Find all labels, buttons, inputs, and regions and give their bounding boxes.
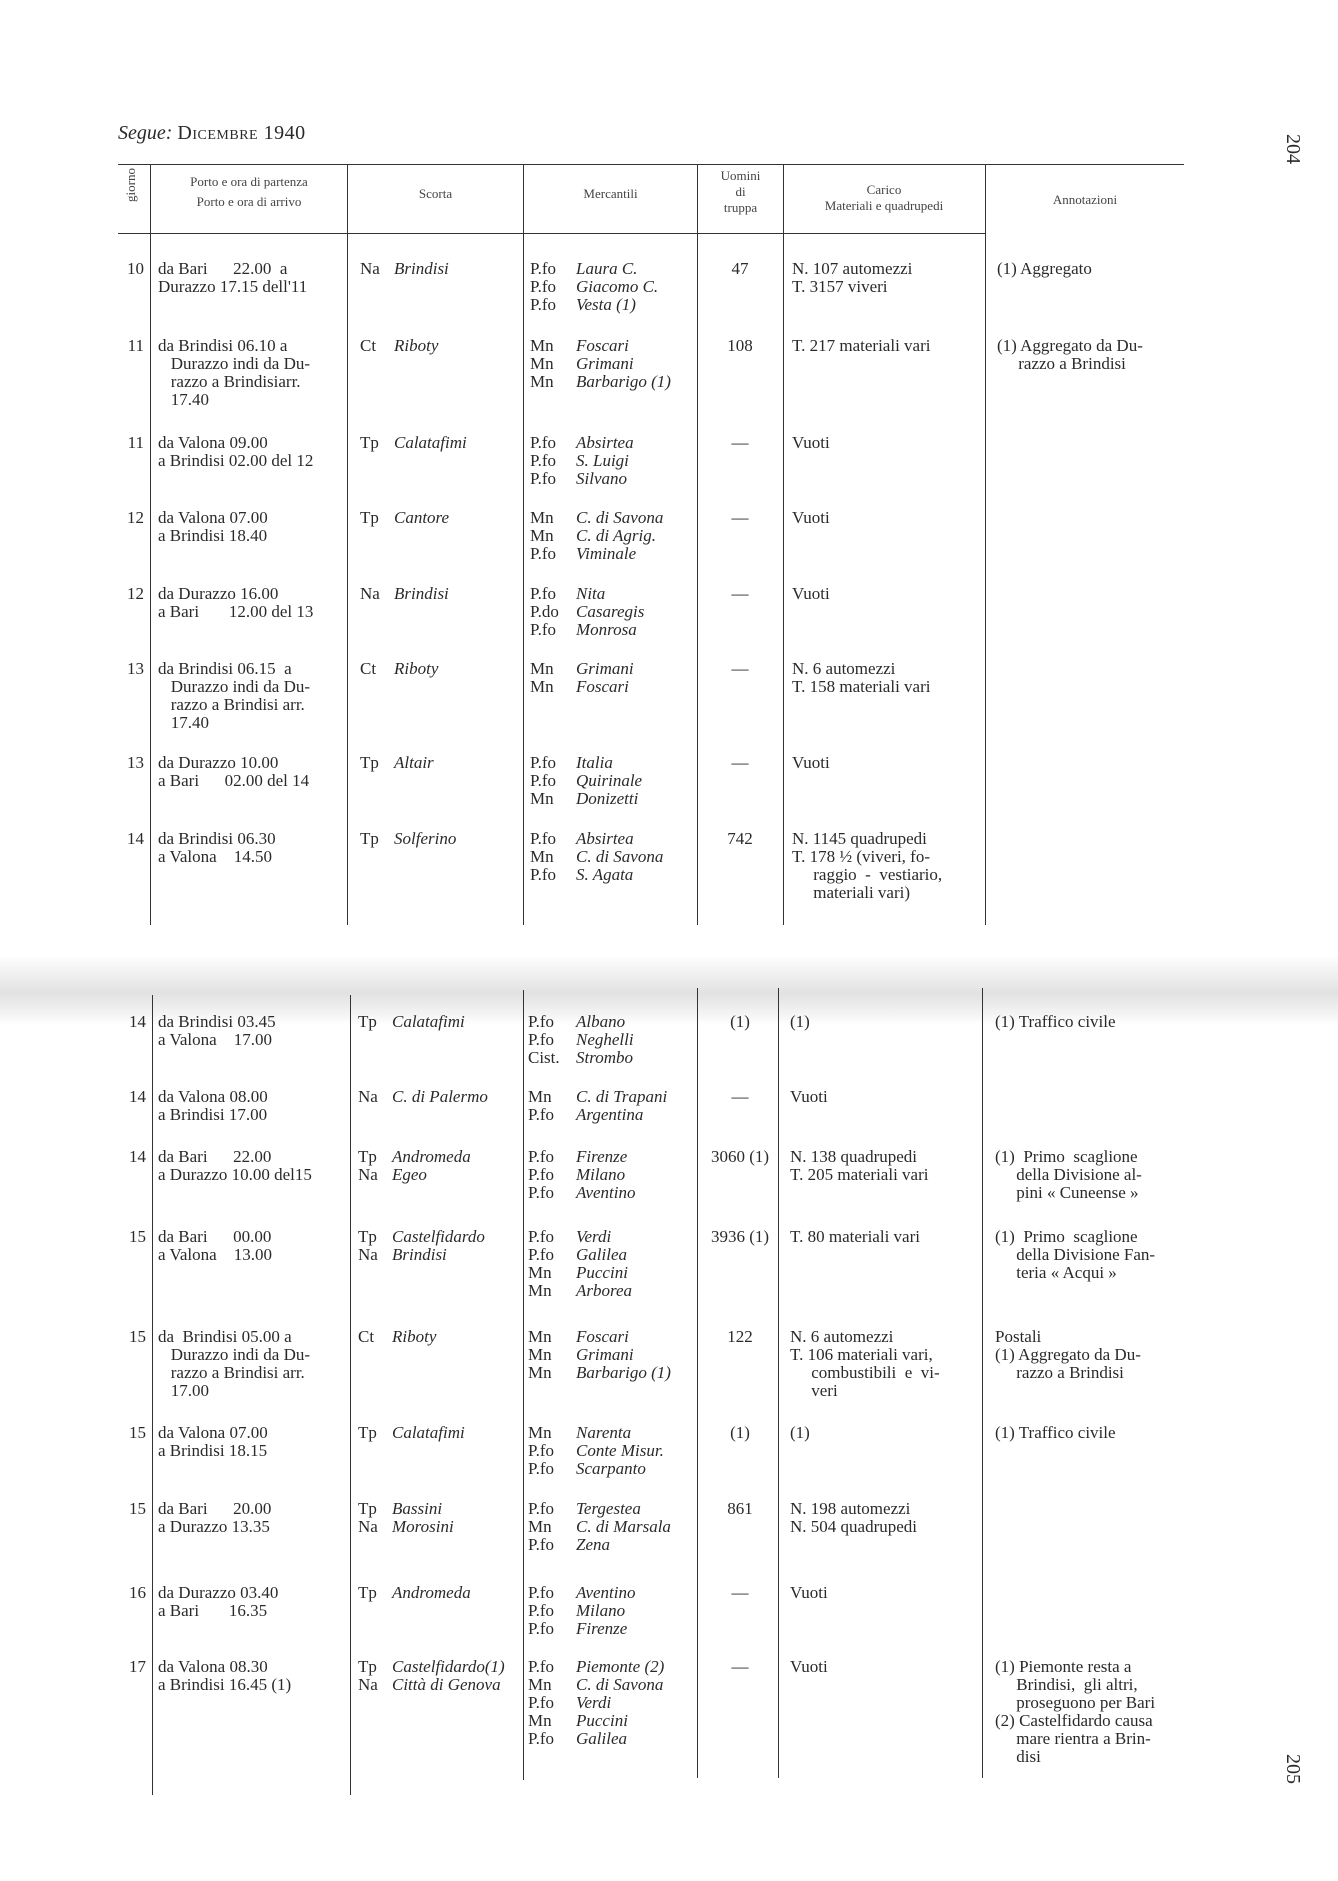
page-header <box>118 124 306 142</box>
cell-porto: da Valona 07.00 a Brindisi 18.40 <box>158 508 268 545</box>
cell-scorta-name: Riboty <box>394 659 439 678</box>
cell-carico: (1) <box>790 1012 810 1031</box>
cell-carico: N. 138 quadrupedi T. 205 materiali vari <box>790 1147 929 1184</box>
cell-porto: da Brindisi 06.10 a Durazzo indi da Du- razzo a Brindisiarr. 17.40 <box>158 336 311 409</box>
cell-mercantili-name: Laura C. Giacomo C. Vesta (1) <box>576 259 659 314</box>
col-sep <box>697 165 698 925</box>
cell-scorta-type: Ct <box>358 1327 375 1346</box>
cell-giorno: 13 <box>127 659 144 678</box>
page-number-bottom: 205 <box>1282 1754 1304 1784</box>
cell-giorno: 14 <box>129 1147 146 1166</box>
col-sep <box>783 165 784 925</box>
cell-scorta-name: Brindisi <box>394 259 449 278</box>
cell-giorno: 13 <box>127 753 144 772</box>
col-sep <box>697 988 698 1778</box>
cell-annotazioni: (1) Piemonte resta a Brindisi, gli altri, proseguono per Bari (2) Castelfidardo causa mare rientra a Brin- disi <box>995 1657 1156 1766</box>
header-carico: Carico Materiali e quadrupedi <box>824 182 944 213</box>
cell-scorta-type: Na <box>360 584 380 603</box>
cell-mercantili-type: Mn P.fo P.fo <box>528 1423 554 1478</box>
cell-giorno: 14 <box>129 1087 146 1106</box>
cell-scorta-type: Tp <box>358 1423 377 1442</box>
cell-scorta-name: Brindisi <box>394 584 449 603</box>
cell-mercantili-name: C. di Trapani Argentina <box>576 1087 668 1124</box>
cell-uomini: — <box>731 659 749 678</box>
cell-giorno: 11 <box>127 336 144 355</box>
cell-giorno: 14 <box>127 829 144 848</box>
cell-mercantili-type: Mn Mn <box>530 659 554 696</box>
cell-carico: T. 80 materiali vari <box>790 1227 920 1246</box>
cell-carico: N. 198 automezzi N. 504 quadrupedi <box>790 1499 918 1536</box>
cell-mercantili-type: P.fo P.fo P.fo <box>530 433 556 488</box>
cell-carico: Vuoti <box>792 584 830 603</box>
cell-mercantili-type: Mn Mn Mn <box>528 1327 552 1382</box>
col-sep <box>982 988 983 1778</box>
cell-uomini: (1) <box>730 1012 750 1031</box>
header-annotazioni: Annotazioni <box>1052 192 1118 207</box>
cell-carico: Vuoti <box>792 433 830 452</box>
cell-uomini: 47 <box>731 259 749 278</box>
cell-mercantili-type: Mn P.fo <box>528 1087 554 1124</box>
header-porto: Porto e ora di partenza Porto e ora di arrivo <box>190 174 308 209</box>
header-title: Dicembre 1940 <box>177 122 306 144</box>
cell-scorta-name: C. di Palermo <box>392 1087 488 1106</box>
cell-porto: da Bari 00.00 a Valona 13.00 <box>158 1227 272 1264</box>
cell-giorno: 10 <box>127 259 144 278</box>
cell-carico: N. 6 automezzi T. 106 materiali vari, combustibili e vi- veri <box>790 1327 940 1400</box>
cell-scorta-type: Na <box>358 1087 378 1106</box>
header-scorta: Scorta <box>418 186 453 201</box>
cell-porto: da Durazzo 03.40 a Bari 16.35 <box>158 1583 279 1620</box>
cell-scorta-name: Calatafimi <box>394 433 467 452</box>
cell-giorno: 15 <box>129 1227 146 1246</box>
col-sep <box>347 165 348 925</box>
cell-mercantili-name: Verdi Galilea Puccini Arborea <box>576 1227 633 1300</box>
cell-carico: (1) <box>790 1423 810 1442</box>
cell-scorta-name: Solferino <box>394 829 457 848</box>
cell-mercantili-name: Foscari Grimani Barbarigo (1) <box>576 336 671 391</box>
cell-giorno: 11 <box>127 433 144 452</box>
cell-uomini: — <box>731 753 749 772</box>
cell-scorta-type: Tp Na <box>358 1227 378 1264</box>
cell-scorta-type: Ct <box>360 659 377 678</box>
cell-mercantili-name: Grimani Foscari <box>576 659 634 696</box>
cell-uomini: 122 <box>727 1327 753 1346</box>
cell-porto: da Brindisi 06.15 a Durazzo indi da Du- razzo a Brindisi arr. 17.40 <box>158 659 311 732</box>
cell-uomini: — <box>731 508 749 527</box>
cell-uomini: 861 <box>727 1499 753 1518</box>
cell-scorta-name: Riboty <box>394 336 439 355</box>
cell-carico: Vuoti <box>792 753 830 772</box>
cell-mercantili-name: Foscari Grimani Barbarigo (1) <box>576 1327 671 1382</box>
cell-uomini: — <box>731 584 749 603</box>
cell-giorno: 12 <box>127 584 144 603</box>
page-number-top: 204 <box>1282 134 1304 164</box>
cell-annotazioni: (1) Primo scaglione della Divisione al- pini « Cuneense » <box>995 1147 1142 1202</box>
header-rule <box>118 233 986 234</box>
cell-uomini: — <box>731 1583 749 1602</box>
cell-annotazioni: (1) Traffico civile <box>995 1012 1116 1031</box>
cell-scorta-type: Tp Na <box>358 1147 378 1184</box>
cell-mercantili-name: Albano Neghelli Strombo <box>576 1012 634 1067</box>
cell-scorta-name: Andromeda <box>392 1583 471 1602</box>
cell-uomini: — <box>731 1087 749 1106</box>
cell-uomini: 108 <box>727 336 753 355</box>
col-sep <box>150 165 151 925</box>
cell-scorta-type: Ct <box>360 336 377 355</box>
header-mercantili: Mercantili <box>583 186 638 201</box>
cell-scorta-type: Tp Na <box>358 1657 378 1694</box>
cell-carico: T. 217 materiali vari <box>792 336 931 355</box>
cell-carico: Vuoti <box>790 1087 828 1106</box>
cell-scorta-type: Tp <box>358 1583 377 1602</box>
cell-porto: da Valona 08.00 a Brindisi 17.00 <box>158 1087 268 1124</box>
cell-mercantili-name: Nita Casaregis Monrosa <box>576 584 645 639</box>
cell-scorta-name: Bassini Morosini <box>392 1499 454 1536</box>
cell-giorno: 16 <box>129 1583 146 1602</box>
cell-carico: Vuoti <box>792 508 830 527</box>
cell-annotazioni: (1) Traffico civile <box>995 1423 1116 1442</box>
cell-porto: da Bari 22.00 a Durazzo 17.15 dell'11 <box>158 259 308 296</box>
header-uomini: Uomini di truppa <box>720 168 761 215</box>
cell-mercantili-type: P.fo Mn P.fo <box>530 829 556 884</box>
cell-scorta-type: Tp <box>360 508 379 527</box>
cell-mercantili-name: Absirtea C. di Savona S. Agata <box>576 829 664 884</box>
cell-mercantili-type: P.fo P.fo Cist. <box>528 1012 560 1067</box>
cell-porto: da Durazzo 10.00 a Bari 02.00 del 14 <box>158 753 310 790</box>
cell-carico: Vuoti <box>790 1583 828 1602</box>
cell-mercantili-type: P.fo P.fo Mn <box>530 753 556 808</box>
col-sep <box>523 990 524 1780</box>
cell-uomini: (1) <box>730 1423 750 1442</box>
cell-annotazioni: (1) Primo scaglione della Divisione Fan- teria « Acqui » <box>995 1227 1156 1282</box>
cell-mercantili-type: P.fo P.do P.fo <box>530 584 559 639</box>
cell-mercantili-type: Mn Mn Mn <box>530 336 554 391</box>
col-sep <box>985 165 986 925</box>
cell-uomini: 3936 (1) <box>710 1227 770 1246</box>
cell-scorta-name: Calatafimi <box>392 1423 465 1442</box>
header-segue: Segue: <box>118 122 173 144</box>
cell-mercantili-type: P.fo P.fo Mn Mn <box>528 1227 554 1300</box>
cell-mercantili-name: Tergestea C. di Marsala Zena <box>576 1499 671 1554</box>
cell-scorta-name: Altair <box>394 753 434 772</box>
cell-mercantili-type: P.fo Mn P.fo Mn P.fo <box>528 1657 554 1748</box>
cell-annotazioni: (1) Aggregato <box>997 259 1092 278</box>
cell-mercantili-name: Piemonte (2) C. di Savona Verdi Puccini Galilea <box>576 1657 665 1748</box>
cell-mercantili-type: P.fo P.fo P.fo <box>528 1583 554 1638</box>
cell-porto: da Brindisi 05.00 a Durazzo indi da Du- razzo a Brindisi arr. 17.00 <box>158 1327 311 1400</box>
cell-scorta-name: Castelfidardo Brindisi <box>392 1227 485 1264</box>
header-giorno: giorno <box>123 168 138 202</box>
cell-mercantili-type: P.fo P.fo P.fo <box>530 259 556 314</box>
cell-giorno: 17 <box>129 1657 146 1676</box>
cell-giorno: 15 <box>129 1327 146 1346</box>
cell-scorta-type: Tp <box>360 433 379 452</box>
cell-mercantili-name: Absirtea S. Luigi Silvano <box>576 433 634 488</box>
cell-uomini: 742 <box>727 829 753 848</box>
cell-annotazioni: (1) Aggregato da Du- razzo a Brindisi <box>997 336 1143 373</box>
cell-annotazioni: Postali (1) Aggregato da Du- razzo a Brindisi <box>995 1327 1141 1382</box>
cell-scorta-name: Castelfidardo(1) Città di Genova <box>392 1657 505 1694</box>
cell-porto: da Brindisi 03.45 a Valona 17.00 <box>158 1012 276 1049</box>
cell-scorta-type: Tp <box>358 1012 377 1031</box>
cell-mercantili-type: Mn Mn P.fo <box>530 508 556 563</box>
cell-mercantili-type: P.fo Mn P.fo <box>528 1499 554 1554</box>
cell-porto: da Brindisi 06.30 a Valona 14.50 <box>158 829 276 866</box>
cell-giorno: 15 <box>129 1499 146 1518</box>
cell-porto: da Durazzo 16.00 a Bari 12.00 del 13 <box>158 584 314 621</box>
col-sep <box>523 165 524 925</box>
cell-uomini: — <box>731 433 749 452</box>
cell-scorta-type: Na <box>360 259 380 278</box>
col-sep <box>350 995 351 1795</box>
cell-scorta-type: Tp Na <box>358 1499 378 1536</box>
cell-mercantili-name: Aventino Milano Firenze <box>576 1583 636 1638</box>
cell-mercantili-name: Italia Quirinale Donizetti <box>576 753 643 808</box>
cell-porto: da Valona 09.00 a Brindisi 02.00 del 12 <box>158 433 314 470</box>
cell-scorta-type: Tp <box>360 753 379 772</box>
cell-scorta-name: Cantore <box>394 508 450 527</box>
cell-scorta-name: Riboty <box>392 1327 437 1346</box>
cell-giorno: 14 <box>129 1012 146 1031</box>
top-rule <box>118 164 1184 165</box>
cell-mercantili-name: Narenta Conte Misur. Scarpanto <box>576 1423 664 1478</box>
cell-giorno: 12 <box>127 508 144 527</box>
cell-carico: Vuoti <box>790 1657 828 1676</box>
cell-scorta-name: Calatafimi <box>392 1012 465 1031</box>
cell-uomini: 3060 (1) <box>710 1147 770 1166</box>
cell-porto: da Valona 08.30 a Brindisi 16.45 (1) <box>158 1657 292 1694</box>
cell-scorta-name: Andromeda Egeo <box>392 1147 471 1184</box>
col-sep <box>152 995 153 1795</box>
cell-porto: da Bari 20.00 a Durazzo 13.35 <box>158 1499 272 1536</box>
cell-mercantili-type: P.fo P.fo P.fo <box>528 1147 554 1202</box>
cell-uomini: — <box>731 1657 749 1676</box>
cell-mercantili-name: C. di Savona C. di Agrig. Viminale <box>576 508 664 563</box>
cell-giorno: 15 <box>129 1423 146 1442</box>
cell-carico: N. 107 automezzi T. 3157 viveri <box>792 259 913 296</box>
cell-porto: da Valona 07.00 a Brindisi 18.15 <box>158 1423 268 1460</box>
cell-scorta-type: Tp <box>360 829 379 848</box>
cell-carico: N. 1145 quadrupedi T. 178 ½ (viveri, fo- raggio - vestiario, materiali vari) <box>792 829 943 902</box>
cell-carico: N. 6 automezzi T. 158 materiali vari <box>792 659 931 696</box>
cell-mercantili-name: Firenze Milano Aventino <box>576 1147 636 1202</box>
cell-porto: da Bari 22.00 a Durazzo 10.00 del15 <box>158 1147 312 1184</box>
